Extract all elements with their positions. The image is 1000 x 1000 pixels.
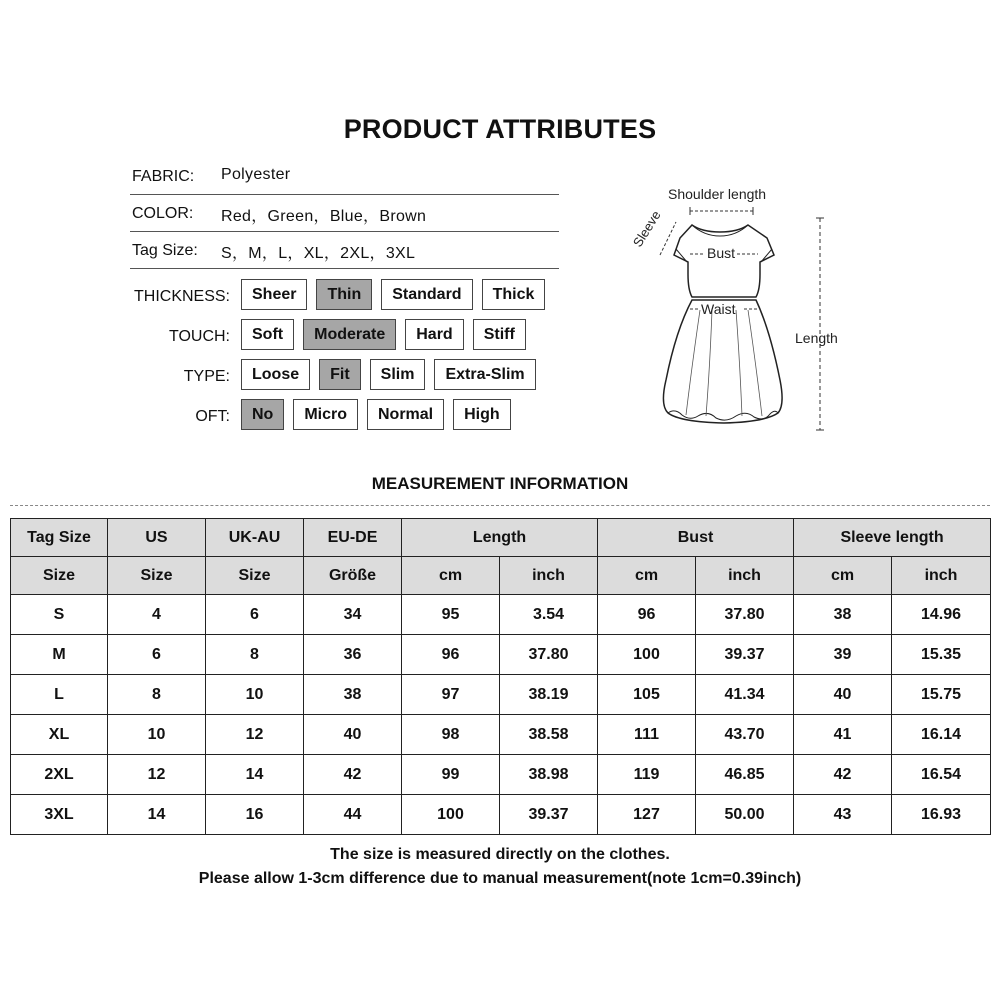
sleeve-label: Sleeve bbox=[629, 207, 664, 250]
table-cell: 39.37 bbox=[696, 635, 794, 675]
table-cell: 40 bbox=[794, 675, 892, 715]
table-cell: 38.58 bbox=[500, 715, 598, 755]
subheader-cell: Size bbox=[11, 557, 108, 595]
bust-label: Bust bbox=[707, 245, 736, 261]
table-cell: 99 bbox=[402, 755, 500, 795]
table-cell: 37.80 bbox=[696, 595, 794, 635]
table-body bbox=[11, 595, 991, 835]
table-cell: 44 bbox=[304, 795, 402, 835]
subheader-cell: inch bbox=[696, 557, 794, 595]
header-bust: Bust bbox=[598, 519, 794, 557]
option-chip: Micro bbox=[293, 399, 358, 430]
table-cell: 14 bbox=[206, 755, 304, 795]
option-choices bbox=[241, 359, 536, 390]
table-cell: 3.54 bbox=[500, 595, 598, 635]
table-cell: 16.93 bbox=[892, 795, 991, 835]
table-cell: 111 bbox=[598, 715, 696, 755]
table-cell: 119 bbox=[598, 755, 696, 795]
fabric-label: FABRIC: bbox=[132, 168, 195, 185]
table-cell: 3XL bbox=[11, 795, 108, 835]
table-row bbox=[11, 675, 991, 715]
option-chip: Fit bbox=[319, 359, 361, 390]
color-value: Red，Green，Blue，Brown bbox=[221, 208, 427, 225]
subheader-cell: cm bbox=[794, 557, 892, 595]
table-cell: 43.70 bbox=[696, 715, 794, 755]
table-row bbox=[11, 595, 991, 635]
table-cell: 37.80 bbox=[500, 635, 598, 675]
option-chip: No bbox=[241, 399, 284, 430]
option-chip: Hard bbox=[405, 319, 463, 350]
option-chip: Standard bbox=[381, 279, 472, 310]
option-choices bbox=[241, 319, 526, 350]
table-cell: 15.35 bbox=[892, 635, 991, 675]
subheader-cell: cm bbox=[402, 557, 500, 595]
note-measured: The size is measured directly on the clothes. bbox=[330, 846, 670, 863]
subheader-cell: Size bbox=[206, 557, 304, 595]
length-label: Length bbox=[795, 330, 838, 346]
table-cell: 95 bbox=[402, 595, 500, 635]
shoulder-length-label: Shoulder length bbox=[668, 186, 767, 202]
table-cell: 6 bbox=[206, 595, 304, 635]
table-cell: 16.14 bbox=[892, 715, 991, 755]
table-row bbox=[11, 795, 991, 835]
header-length: Length bbox=[402, 519, 598, 557]
note-difference: Please allow 1-3cm difference due to manual measurement(note 1cm=0.39inch) bbox=[198, 870, 802, 887]
subheader-cell: Size bbox=[108, 557, 206, 595]
table-row bbox=[11, 635, 991, 675]
table-cell: 39.37 bbox=[500, 795, 598, 835]
table-cell: 42 bbox=[304, 755, 402, 795]
subheader-cell: Größe bbox=[304, 557, 402, 595]
color-row bbox=[130, 195, 559, 232]
table-cell: 127 bbox=[598, 795, 696, 835]
subheader-cell: cm bbox=[598, 557, 696, 595]
table-cell: XL bbox=[11, 715, 108, 755]
table-cell: 16.54 bbox=[892, 755, 991, 795]
fabric-value: Polyester bbox=[221, 166, 291, 183]
header-sleeve-length: Sleeve length bbox=[794, 519, 991, 557]
option-group-label: OFT: bbox=[195, 408, 230, 425]
header-tag-size: Tag Size bbox=[11, 519, 108, 557]
option-chip: High bbox=[453, 399, 511, 430]
table-cell: L bbox=[11, 675, 108, 715]
measurement-title: MEASUREMENT INFORMATION bbox=[371, 474, 629, 493]
option-chip: Extra-Slim bbox=[434, 359, 535, 390]
table-cell: 34 bbox=[304, 595, 402, 635]
option-chip: Thin bbox=[316, 279, 372, 310]
table-cell: 105 bbox=[598, 675, 696, 715]
option-chip: Stiff bbox=[473, 319, 526, 350]
tag-size-row bbox=[130, 232, 559, 269]
table-cell: 8 bbox=[206, 635, 304, 675]
table-row bbox=[11, 755, 991, 795]
table-cell: 15.75 bbox=[892, 675, 991, 715]
header-us: US bbox=[108, 519, 206, 557]
option-choices bbox=[241, 279, 545, 310]
table-cell: 14 bbox=[108, 795, 206, 835]
option-chip: Soft bbox=[241, 319, 294, 350]
table-cell: 38 bbox=[304, 675, 402, 715]
table-cell: 96 bbox=[598, 595, 696, 635]
table-cell: 98 bbox=[402, 715, 500, 755]
table-cell: 6 bbox=[108, 635, 206, 675]
option-chip: Moderate bbox=[303, 319, 396, 350]
table-cell: S bbox=[11, 595, 108, 635]
table-cell: 97 bbox=[402, 675, 500, 715]
dress-diagram bbox=[620, 180, 860, 440]
table-cell: 14.96 bbox=[892, 595, 991, 635]
table-cell: 96 bbox=[402, 635, 500, 675]
table-cell: 40 bbox=[304, 715, 402, 755]
table-cell: 4 bbox=[108, 595, 206, 635]
fabric-row bbox=[130, 158, 559, 195]
table-cell: 43 bbox=[794, 795, 892, 835]
section-divider bbox=[10, 505, 990, 506]
subheader-cell: inch bbox=[500, 557, 598, 595]
table-cell: 38.19 bbox=[500, 675, 598, 715]
tag-size-label: Tag Size: bbox=[132, 242, 198, 259]
table-cell: 12 bbox=[206, 715, 304, 755]
option-choices bbox=[241, 399, 511, 430]
table-cell: 42 bbox=[794, 755, 892, 795]
option-chip: Normal bbox=[367, 399, 444, 430]
option-group-label: THICKNESS: bbox=[133, 288, 230, 305]
waist-label: Waist bbox=[701, 301, 736, 317]
tag-size-value: S，M，L，XL，2XL，3XL bbox=[221, 245, 416, 262]
color-label: COLOR: bbox=[132, 205, 194, 222]
table-cell: 50.00 bbox=[696, 795, 794, 835]
option-chip: Sheer bbox=[241, 279, 307, 310]
table-header-row-1 bbox=[11, 519, 991, 557]
header-eu-de: EU-DE bbox=[304, 519, 402, 557]
option-chip: Thick bbox=[482, 279, 546, 310]
table-cell: 38.98 bbox=[500, 755, 598, 795]
table-cell: 8 bbox=[108, 675, 206, 715]
option-group-label: TYPE: bbox=[183, 368, 230, 385]
option-chip: Loose bbox=[241, 359, 310, 390]
table-row bbox=[11, 715, 991, 755]
size-chart-table bbox=[10, 518, 991, 835]
table-cell: 46.85 bbox=[696, 755, 794, 795]
table-cell: 10 bbox=[206, 675, 304, 715]
option-chip: Slim bbox=[370, 359, 426, 390]
table-cell: 36 bbox=[304, 635, 402, 675]
table-cell: 38 bbox=[794, 595, 892, 635]
table-cell: 10 bbox=[108, 715, 206, 755]
table-cell: 100 bbox=[598, 635, 696, 675]
table-header-row-2 bbox=[11, 557, 991, 595]
table-cell: 39 bbox=[794, 635, 892, 675]
table-cell: 100 bbox=[402, 795, 500, 835]
table-cell: M bbox=[11, 635, 108, 675]
table-cell: 16 bbox=[206, 795, 304, 835]
sleeve-measure-line bbox=[660, 222, 676, 255]
table-cell: 41 bbox=[794, 715, 892, 755]
header-uk-au: UK-AU bbox=[206, 519, 304, 557]
table-cell: 41.34 bbox=[696, 675, 794, 715]
table-cell: 2XL bbox=[11, 755, 108, 795]
option-group-label: TOUCH: bbox=[168, 328, 230, 345]
page-title: PRODUCT ATTRIBUTES bbox=[343, 114, 657, 144]
subheader-cell: inch bbox=[892, 557, 991, 595]
dress-skirt bbox=[663, 300, 782, 423]
table-cell: 12 bbox=[108, 755, 206, 795]
